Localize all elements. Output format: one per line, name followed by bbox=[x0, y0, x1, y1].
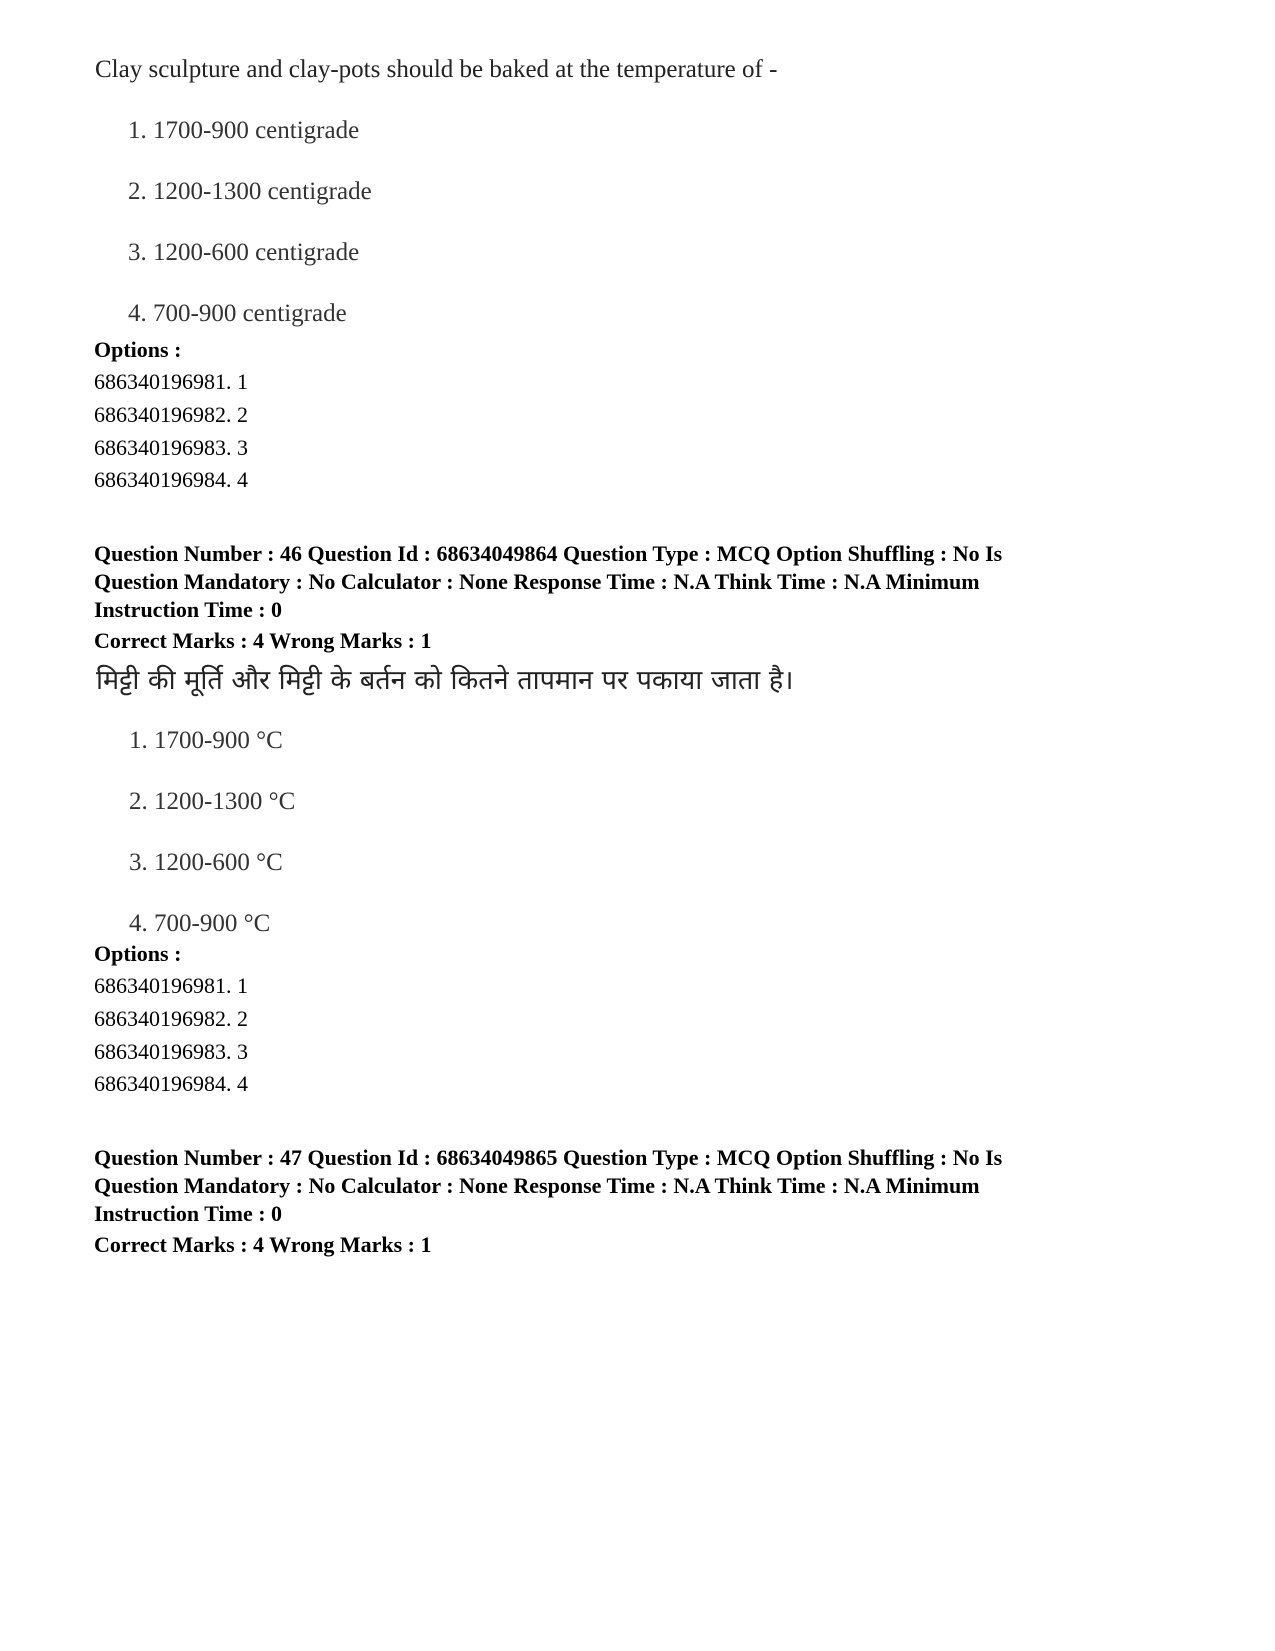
question-46-choice-4: 4. 700-900 °C bbox=[129, 910, 271, 937]
question-46-marks: Correct Marks : 4 Wrong Marks : 1 bbox=[94, 628, 432, 653]
question-46-stem-hindi: मिट्टी की मूर्ति और मिट्टी के बर्तन को कितने तापमान पर पकाया जाता है। bbox=[96, 665, 794, 696]
question-46-choice-1: 1. 1700-900 °C bbox=[129, 727, 283, 754]
question-47-meta-line2: Question Mandatory : No Calculator : None Response Time : N.A Think Time : N.A Minimum bbox=[94, 1173, 980, 1198]
question-46-meta-line1: Question Number : 46 Question Id : 68634049864 Question Type : MCQ Option Shuffling : No Is bbox=[94, 541, 1003, 566]
question-46-meta bbox=[94, 540, 1154, 624]
choice-3: 3. 1200-600 centigrade bbox=[128, 239, 360, 266]
option-id-2: 686340196982. 2 bbox=[94, 402, 248, 427]
options-label: Options : bbox=[94, 337, 182, 362]
question-46-option-id-1: 686340196981. 1 bbox=[94, 973, 248, 998]
question-46-choice-2: 2. 1200-1300 °C bbox=[129, 788, 296, 815]
option-id-4: 686340196984. 4 bbox=[94, 467, 248, 492]
question-46-choice-3: 3. 1200-600 °C bbox=[129, 849, 283, 876]
question-46-option-id-3: 686340196983. 3 bbox=[94, 1039, 248, 1064]
question-47-meta bbox=[94, 1144, 1154, 1228]
question-47-meta-line3: Instruction Time : 0 bbox=[94, 1201, 283, 1226]
question-46-meta-line3: Instruction Time : 0 bbox=[94, 597, 283, 622]
question-46-meta-line2: Question Mandatory : No Calculator : None Response Time : N.A Think Time : N.A Minimum bbox=[94, 569, 980, 594]
choice-2: 2. 1200-1300 centigrade bbox=[128, 178, 372, 205]
choice-1: 1. 1700-900 centigrade bbox=[128, 117, 360, 144]
question-47-marks: Correct Marks : 4 Wrong Marks : 1 bbox=[94, 1232, 432, 1257]
question-46-options-label: Options : bbox=[94, 941, 182, 966]
option-id-3: 686340196983. 3 bbox=[94, 435, 248, 460]
option-id-1: 686340196981. 1 bbox=[94, 369, 248, 394]
question-46-option-id-4: 686340196984. 4 bbox=[94, 1071, 248, 1096]
question-46-option-id-2: 686340196982. 2 bbox=[94, 1006, 248, 1031]
question-47-meta-line1: Question Number : 47 Question Id : 68634049865 Question Type : MCQ Option Shuffling : No Is bbox=[94, 1145, 1003, 1170]
question-stem: Clay sculpture and clay-pots should be baked at the temperature of - bbox=[95, 56, 778, 83]
choice-4: 4. 700-900 centigrade bbox=[128, 300, 347, 327]
